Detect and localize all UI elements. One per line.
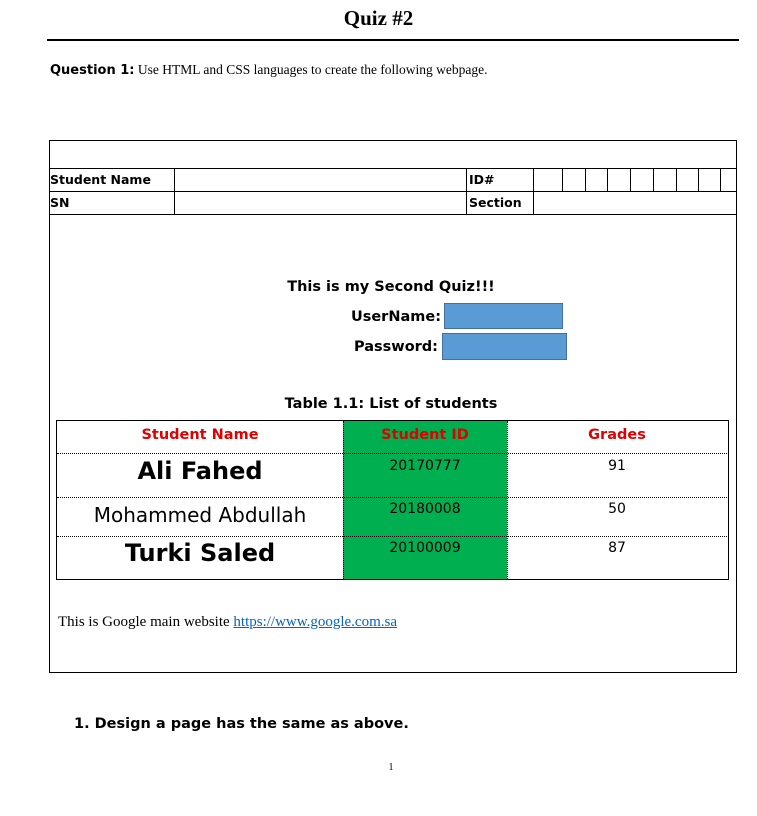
id-box-divider (720, 168, 721, 191)
header-table-mid (49, 191, 737, 192)
password-input[interactable] (442, 333, 567, 360)
row-3-name: Turki Saled (124, 539, 276, 567)
question-text: Use HTML and CSS languages to create the following webpage. (134, 62, 488, 77)
row-3-grade: 87 (608, 540, 626, 556)
row-divider (57, 453, 727, 454)
section-label: Section (469, 195, 522, 210)
header-divider (466, 168, 467, 214)
username-input[interactable] (444, 303, 563, 329)
footer-text: This is Google main website (58, 614, 234, 630)
id-label: ID# (469, 172, 495, 187)
question-line (50, 62, 488, 78)
page-title: Quiz #2 (343, 6, 414, 30)
id-box-divider (676, 168, 677, 191)
row-3-id: 20100009 (389, 540, 461, 556)
title-rule (47, 39, 739, 41)
row-divider (57, 497, 727, 498)
header-table-bottom (49, 214, 737, 215)
id-box-divider (653, 168, 654, 191)
question-prefix: Question 1: (50, 63, 135, 78)
row-1-id: 20170777 (389, 458, 461, 474)
table-caption: Table 1.1: List of students (284, 396, 498, 412)
row-1-grade: 91 (608, 458, 626, 474)
row-1-name: Ali Fahed (137, 457, 263, 485)
student-name-label: Student Name (50, 172, 151, 187)
task-item: 1. Design a page has the same as above. (74, 716, 409, 732)
row-2-id: 20180008 (389, 501, 461, 517)
row-2-grade: 50 (608, 501, 626, 517)
quiz-heading: This is my Second Quiz!!! (287, 279, 495, 295)
header-divider (533, 168, 534, 214)
id-box-divider (698, 168, 699, 191)
username-label: UserName: (350, 309, 441, 325)
header-divider (174, 168, 175, 214)
header-student-id: Student ID (381, 427, 469, 443)
id-box-divider (630, 168, 631, 191)
header-grades: Grades (588, 427, 646, 443)
id-box-divider (607, 168, 608, 191)
google-link[interactable]: https://www.google.com.sa (233, 614, 397, 630)
row-divider (57, 536, 727, 537)
header-student-name: Student Name (141, 427, 259, 443)
row-2-name: Mohammed Abdullah (93, 503, 307, 527)
password-label: Password: (354, 339, 438, 355)
header-table-top (49, 168, 737, 169)
students-table (56, 420, 729, 580)
id-box-divider (585, 168, 586, 191)
footer-line (58, 614, 397, 631)
page-number: 1 (388, 762, 394, 773)
sn-label: SN (50, 195, 70, 210)
id-box-divider (562, 168, 563, 191)
